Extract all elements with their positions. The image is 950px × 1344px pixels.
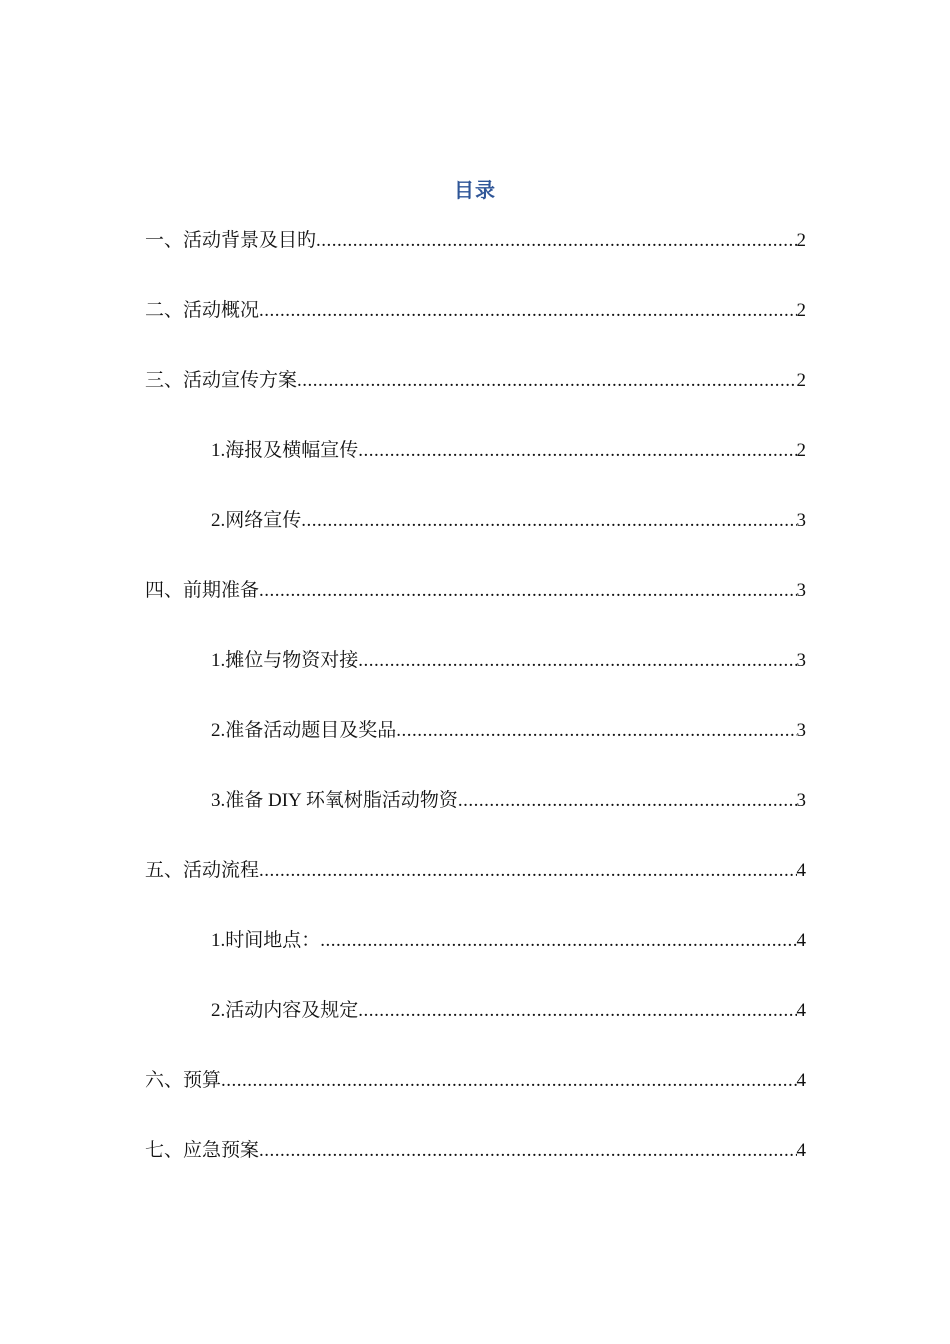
- toc-entry-page: 2: [796, 300, 806, 321]
- toc-entry-page: 4: [796, 1140, 806, 1161]
- toc-subentry[interactable]: [145, 996, 806, 1066]
- toc-leader-dots: [259, 576, 796, 606]
- toc-title: 目录: [454, 180, 496, 202]
- toc-subentry[interactable]: [145, 436, 806, 506]
- toc-entry-text: 1.摊位与物资对接: [211, 650, 359, 671]
- toc-entry-text: 2.网络宣传: [211, 510, 302, 531]
- toc-entry-page: 4: [796, 1070, 806, 1091]
- toc-entry-page: 3: [796, 510, 806, 531]
- toc-entry[interactable]: [145, 226, 806, 296]
- toc-leader-dots: [320, 926, 796, 956]
- toc-subentry[interactable]: [145, 506, 806, 576]
- toc-subentry[interactable]: [145, 716, 806, 786]
- toc-leader-dots: [259, 856, 796, 886]
- toc-entry-text: 1.海报及横幅宣传: [211, 440, 359, 461]
- toc-leader-dots: [301, 506, 796, 536]
- toc-leader-dots: [458, 786, 797, 816]
- toc-entry[interactable]: [145, 296, 806, 366]
- toc-leader-dots: [358, 436, 796, 466]
- toc-entry-text: 1.时间地点：: [211, 930, 321, 951]
- toc-entry[interactable]: [145, 1136, 806, 1206]
- toc-entry-page: 3: [796, 580, 806, 601]
- toc-leader-dots: [358, 646, 796, 676]
- toc-subentry[interactable]: [145, 926, 806, 996]
- toc-entry-page: 3: [796, 720, 806, 741]
- toc-entry-text: 2.活动内容及规定: [211, 1000, 359, 1021]
- toc-entry-page: 3: [796, 790, 806, 811]
- toc-subentry[interactable]: [145, 646, 806, 716]
- toc-entry-text: 2.准备活动题目及奖品: [211, 720, 397, 741]
- toc-leader-dots: [297, 366, 796, 396]
- toc-entry[interactable]: [145, 576, 806, 646]
- toc-entry-page: 2: [796, 230, 806, 251]
- toc-entry[interactable]: [145, 856, 806, 926]
- toc-entry[interactable]: [145, 1066, 806, 1136]
- toc-entry-text: 五、活动流程: [145, 860, 260, 881]
- toc-entry-page: 2: [796, 440, 806, 461]
- toc-entry-text: 二、活动概况: [145, 300, 260, 321]
- toc-entry-text: 三、活动宣传方案: [145, 370, 298, 391]
- toc-leader-dots: [259, 1136, 796, 1166]
- toc-entry[interactable]: [145, 366, 806, 436]
- toc-entry-page: 4: [796, 860, 806, 881]
- toc-leader-dots: [358, 996, 796, 1026]
- toc-leader-dots: [221, 1066, 796, 1096]
- toc-entry-text: 一、活动背景及目旳: [145, 230, 317, 251]
- toc-entry-text: 六、预算: [145, 1070, 222, 1091]
- toc-entry-page: 4: [796, 930, 806, 951]
- toc-entry-page: 2: [796, 370, 806, 391]
- toc-entry-text: 四、前期准备: [145, 580, 260, 601]
- toc-list: [145, 226, 806, 1206]
- toc-entry-text: 3.准备 DIY 环氧树脂活动物资: [211, 790, 458, 811]
- toc-leader-dots: [316, 226, 796, 256]
- toc-entry-page: 3: [796, 650, 806, 671]
- toc-entry-text: 七、应急预案: [145, 1140, 260, 1161]
- toc-entry-page: 4: [796, 1000, 806, 1021]
- toc-subentry[interactable]: [145, 786, 806, 856]
- toc-leader-dots: [259, 296, 796, 326]
- toc-leader-dots: [396, 716, 796, 746]
